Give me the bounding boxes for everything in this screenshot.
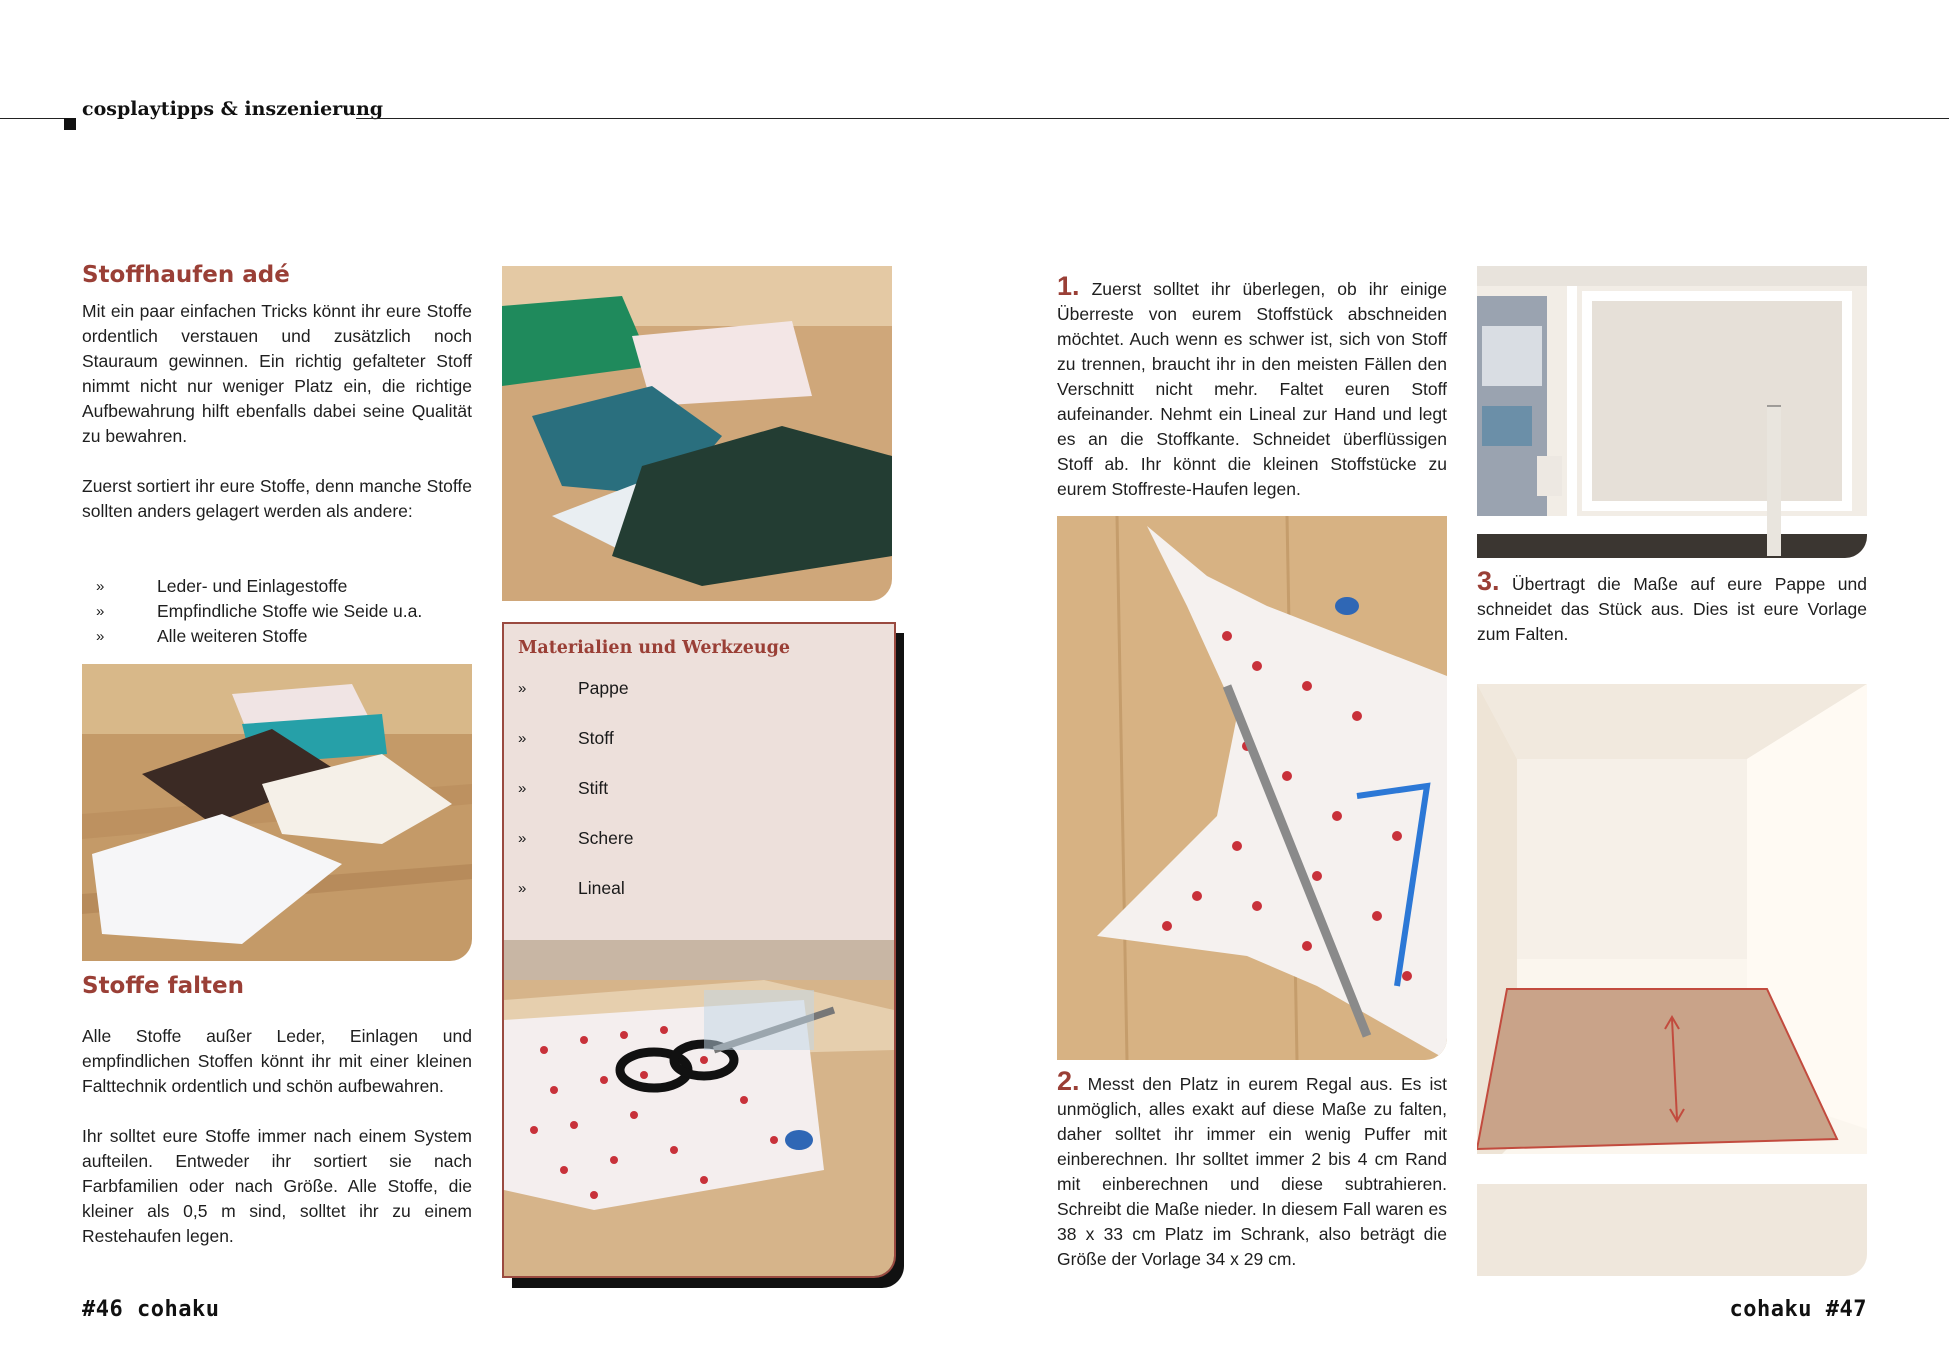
photo-cutting-fabric bbox=[1057, 516, 1447, 1060]
materials-item: » Lineal bbox=[518, 878, 625, 898]
section-title: cosplaytipps & inszenierung bbox=[82, 98, 384, 120]
footer-page-left: #46 cohaku bbox=[82, 1297, 220, 1322]
list-item: » Empfindliche Stoffe wie Seide u.a. bbox=[96, 601, 423, 621]
materials-item: » Stift bbox=[518, 778, 609, 798]
photo-cardboard-template bbox=[1477, 659, 1867, 1276]
materials-title: Materialien und Werkzeuge bbox=[518, 638, 791, 658]
step-1 bbox=[1057, 271, 1447, 502]
materials-item: » Stoff bbox=[518, 728, 614, 748]
footer-page-right: cohaku #47 bbox=[1729, 1297, 1867, 1322]
step-3-text: Übertragt die Maße auf eure Pappe und schneidet das Stück aus. Dies ist eure Vorlage zum Falten. bbox=[1477, 574, 1867, 644]
list-item: » Leder- und Einlagestoffe bbox=[96, 576, 348, 596]
step-1-number: 1. bbox=[1057, 271, 1080, 301]
header-square-marker bbox=[64, 118, 76, 130]
step-2-number: 2. bbox=[1057, 1066, 1080, 1096]
heading-stoffhaufen: Stoffhaufen adé bbox=[82, 262, 290, 288]
photo-fabric-stack bbox=[82, 664, 472, 961]
materials-item: » Schere bbox=[518, 828, 634, 848]
materials-box bbox=[502, 622, 896, 942]
photo-fabric-pile bbox=[502, 266, 892, 601]
photo-shelf-measure bbox=[1477, 266, 1867, 558]
sort-list bbox=[82, 574, 472, 649]
fold-paragraph-2: Ihr solltet eure Stoffe immer nach einem System aufteilen. Entweder ihr sortiert sie nach Farbfamilien oder nach Größe. Alle Stoffe, die kleiner als 0,5 m sind, solltet ihr zu einem Restehaufen legen. bbox=[82, 1126, 472, 1246]
photo-materials bbox=[502, 940, 896, 1278]
header-rule-left bbox=[0, 118, 68, 119]
heading-stoffe-falten: Stoffe falten bbox=[82, 973, 244, 999]
list-item: » Alle weiteren Stoffe bbox=[96, 626, 308, 646]
intro-text bbox=[82, 299, 472, 549]
fold-paragraph-1: Alle Stoffe außer Leder, Einlagen und empfindlichen Stoffen könnt ihr mit einer kleinen Falttechnik ordentlich und schön aufbewahren. bbox=[82, 1026, 472, 1096]
sort-paragraph: Zuerst sortiert ihr eure Stoffe, denn manche Stoffe sollten anders gelagert werden als andere: bbox=[82, 476, 472, 521]
materials-item: » Pappe bbox=[518, 678, 629, 698]
step-3 bbox=[1477, 566, 1867, 647]
fold-text bbox=[82, 1024, 472, 1274]
header-rule-right bbox=[356, 118, 1949, 119]
step-1-text: Zuerst solltet ihr überlegen, ob ihr einige Überreste von eurem Stoffstück abschneiden möchtet. Auch wenn es schwer ist, sich von Stoff zu trennen, braucht ihr in den meisten Fällen den Verschnitt nicht mehr. Faltet euren Stoff aufeinander. Nehmt ein Lineal zur Hand und legt es an die Stoffkante. Schneidet überflüssigen Stoff ab. Ihr könnt die kleinen Stoffstücke zu eurem Stoffreste-Haufen legen. bbox=[1057, 279, 1447, 499]
step-2 bbox=[1057, 1066, 1447, 1272]
intro-paragraph: Mit ein paar einfachen Tricks könnt ihr eure Stoffe ordentlich verstauen und zusätzlich noch Stauraum gewinnen. Ein richtig gefalteter Stoff nimmt nicht nur weniger Platz ein, die richtige Aufbewahrung hilft ebenfalls dabei seine Qualität zu bewahren. bbox=[82, 301, 472, 446]
step-2-text: Messt den Platz in eurem Regal aus. Es ist unmöglich, alles exakt auf diese Maße zu falten, daher solltet ihr immer ein wenig Puffer mit einberechnen. Ihr solltet immer 2 bis 4 cm Rand mit einberechnen und diese subtrahieren. Schreibt die Maße nieder. In diesem Fall waren es 38 x 33 cm Platz im Schrank, also beträgt die Größe der Vorlage 34 x 29 cm. bbox=[1057, 1074, 1447, 1269]
step-3-number: 3. bbox=[1477, 566, 1500, 596]
